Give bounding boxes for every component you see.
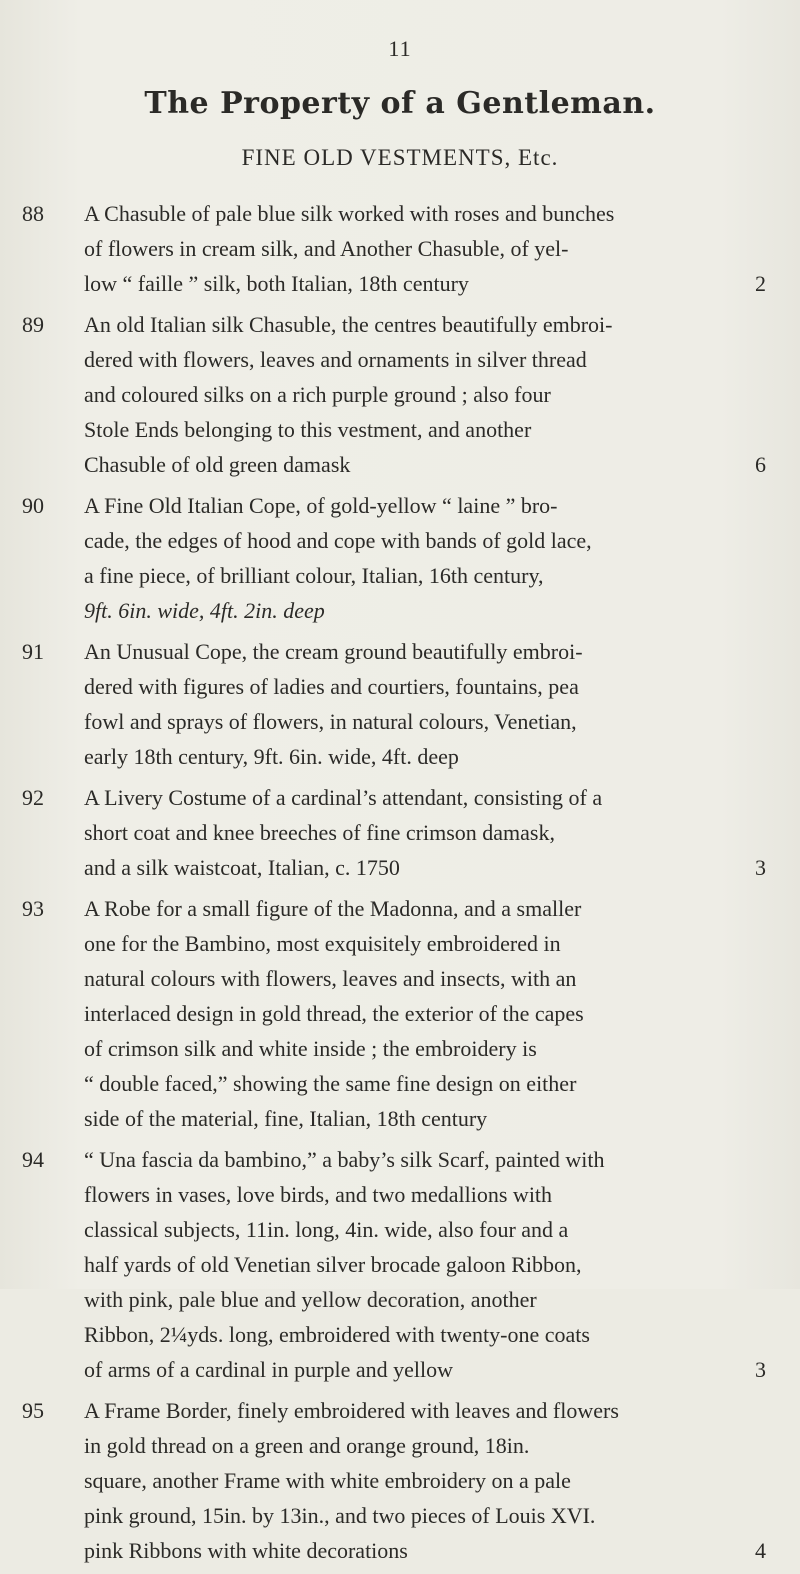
lot-number: 92 <box>22 785 44 810</box>
description-line: “ double faced,” showing the same fine design on either <box>84 1071 577 1096</box>
description-line: with pink, pale blue and yellow decoration, another <box>84 1287 537 1312</box>
description-line: A Fine Old Italian Cope, of gold-yellow “ laine ” bro- <box>84 493 558 518</box>
page-heading: The Property of a Gentleman. <box>144 86 656 121</box>
lot-description <box>84 488 766 628</box>
description-line: pink Ribbons with white decorations <box>84 1538 408 1563</box>
description-line: a fine piece, of brilliant colour, Italian, 16th century, <box>84 563 544 588</box>
description-line: Stole Ends belonging to this vestment, and another <box>84 417 532 442</box>
description-line: natural colours with flowers, leaves and insects, with an <box>84 966 577 991</box>
description-last-line <box>84 850 766 885</box>
lot-entry <box>0 1393 800 1568</box>
item-count: 3 <box>755 855 766 880</box>
description-line: A Livery Costume of a cardinal’s attendant, consisting of a <box>84 785 603 810</box>
description-line: and coloured silks on a rich purple ground ; also four <box>84 382 551 407</box>
description-line: short coat and knee breeches of fine crimson damask, <box>84 820 555 845</box>
description-line: flowers in vases, love birds, and two medallions with <box>84 1182 553 1207</box>
description-line: one for the Bambino, most exquisitely embroidered in <box>84 931 561 956</box>
item-count: 4 <box>755 1538 766 1563</box>
lot-number: 93 <box>22 896 44 921</box>
page-number: 11 <box>388 36 412 61</box>
lot-description <box>84 196 766 301</box>
lot-number: 91 <box>22 639 44 664</box>
description-line: An old Italian silk Chasuble, the centres beautifully embroi- <box>84 312 613 337</box>
description-last-line <box>84 266 766 301</box>
lot-entry <box>0 634 800 774</box>
lot-number: 90 <box>22 493 44 518</box>
lot-number: 88 <box>22 201 44 226</box>
lot-entry <box>0 307 800 482</box>
description-line: cade, the edges of hood and cope with bands of gold lace, <box>84 528 592 553</box>
description-line: and a silk waistcoat, Italian, c. 1750 <box>84 855 400 880</box>
lot-description <box>84 1142 766 1387</box>
description-line: pink ground, 15in. by 13in., and two pieces of Louis XVI. <box>84 1503 596 1528</box>
description-line: fowl and sprays of flowers, in natural colours, Venetian, <box>84 709 577 734</box>
description-line: square, another Frame with white embroidery on a pale <box>84 1468 571 1493</box>
lot-description <box>84 780 766 885</box>
lot-description <box>84 307 766 482</box>
description-line: “ Una fascia da bambino,” a baby’s silk Scarf, painted with <box>84 1147 605 1172</box>
lot-number: 89 <box>22 312 44 337</box>
description-line: half yards of old Venetian silver brocade galoon Ribbon, <box>84 1252 582 1277</box>
description-line: classical subjects, 11in. long, 4in. wide, also four and a <box>84 1217 569 1242</box>
lot-description <box>84 1393 766 1568</box>
description-line: A Frame Border, finely embroidered with leaves and flowers <box>84 1398 619 1423</box>
description-last-line <box>84 447 766 482</box>
lot-description <box>84 891 766 1136</box>
description-line: dered with figures of ladies and courtiers, fountains, pea <box>84 674 579 699</box>
description-line: in gold thread on a green and orange ground, 18in. <box>84 1433 530 1458</box>
description-line: interlaced design in gold thread, the exterior of the capes <box>84 1001 584 1026</box>
description-line: of crimson silk and white inside ; the embroidery is <box>84 1036 537 1061</box>
lot-description <box>84 634 766 774</box>
lot-entry <box>0 488 800 628</box>
description-last-line <box>84 1352 766 1387</box>
lot-number: 94 <box>22 1147 44 1172</box>
description-line: of flowers in cream silk, and Another Chasuble, of yel- <box>84 236 569 261</box>
section-subheading: FINE OLD VESTMENTS, Etc. <box>241 145 559 170</box>
description-line: Ribbon, 2¼yds. long, embroidered with twenty-one coats <box>84 1322 590 1347</box>
description-line: A Robe for a small figure of the Madonna, and a smaller <box>84 896 582 921</box>
description-line: of arms of a cardinal in purple and yellow <box>84 1357 453 1382</box>
lot-entry <box>0 780 800 885</box>
item-count: 3 <box>755 1357 766 1382</box>
item-count: 6 <box>755 452 766 477</box>
lot-entry <box>0 891 800 1136</box>
lot-number: 95 <box>22 1398 44 1423</box>
description-line: dered with flowers, leaves and ornaments in silver thread <box>84 347 587 372</box>
description-last-line <box>84 1533 766 1568</box>
description-line: early 18th century, 9ft. 6in. wide, 4ft. deep <box>84 744 459 769</box>
description-line: An Unusual Cope, the cream ground beautifully embroi- <box>84 639 583 664</box>
lot-entry <box>0 1142 800 1387</box>
lot-list <box>0 196 800 1574</box>
description-line: low “ faille ” silk, both Italian, 18th century <box>84 271 469 296</box>
description-line: Chasuble of old green damask <box>84 452 351 477</box>
lot-entry <box>0 196 800 301</box>
description-line: side of the material, fine, Italian, 18th century <box>84 1106 488 1131</box>
item-count: 2 <box>755 271 766 296</box>
description-line: A Chasuble of pale blue silk worked with roses and bunches <box>84 201 615 226</box>
description-line: 9ft. 6in. wide, 4ft. 2in. deep <box>84 598 325 623</box>
